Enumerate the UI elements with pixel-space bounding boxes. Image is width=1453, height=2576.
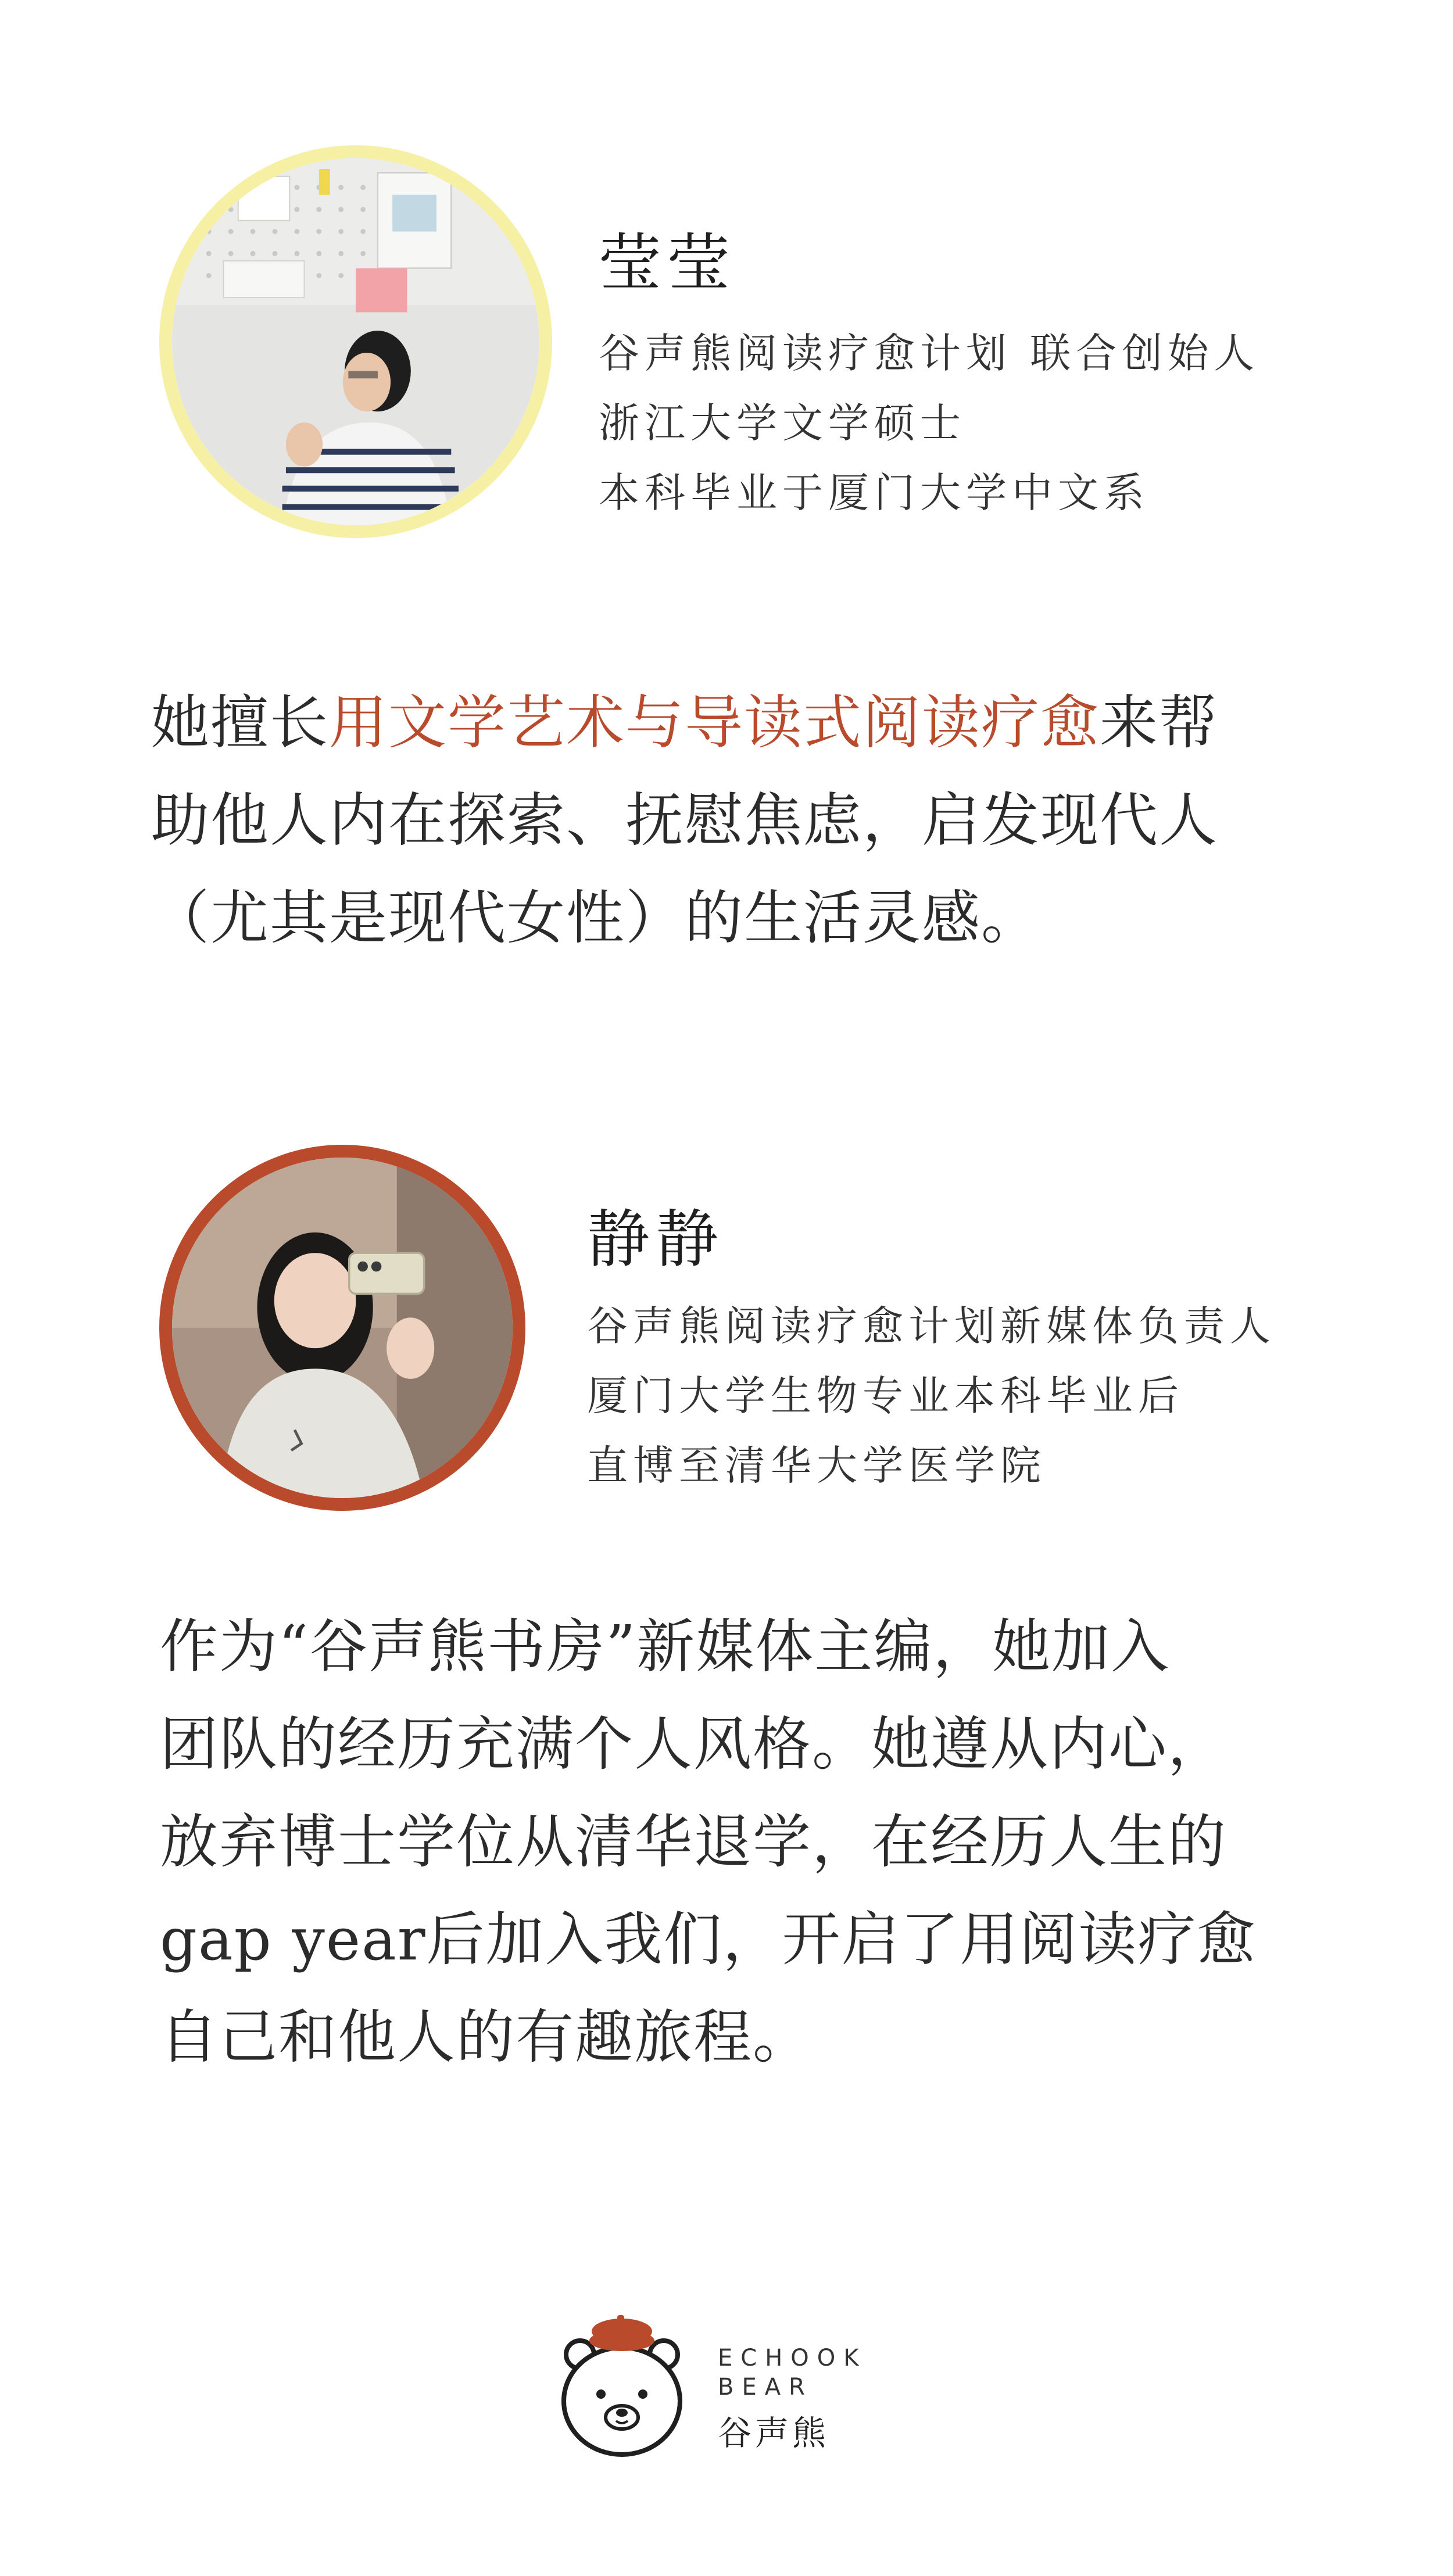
bio-highlight: 用文学艺术与导读式阅读疗愈	[329, 689, 1100, 757]
bear-logo-icon	[552, 2313, 692, 2464]
profile-2-bio	[160, 1598, 1257, 2086]
bio-1-line-3: （尤其是现代女性）的生活灵感。	[151, 884, 1040, 952]
avatar-yingying	[159, 145, 552, 538]
bio-text: 来帮	[1100, 689, 1218, 757]
avatar-photo	[172, 158, 539, 525]
profile-2-info	[587, 1291, 1276, 1500]
profile-2-role: 谷声熊阅读疗愈计划新媒体负责人	[587, 1302, 1276, 1350]
brand-name-en-line-1: ECHOOK	[718, 2345, 867, 2371]
profile-1-name: 莹莹	[599, 227, 736, 300]
profile-1-info	[599, 318, 1259, 528]
bio-2-line-2: 团队的经历充满个人风格。她遵从内心，	[160, 1710, 1227, 1778]
profile-1-role: 谷声熊阅读疗愈计划 联合创始人	[599, 329, 1260, 377]
profile-2-name: 静静	[587, 1203, 725, 1276]
bio-2-line-3: 放弃博士学位从清华退学，在经历人生的	[160, 1808, 1227, 1876]
brand-name-en-line-2: BEAR	[718, 2374, 813, 2401]
bio-1-line-2: 助他人内在探索、抚慰焦虑，启发现代人	[151, 786, 1218, 854]
bio-text: 她擅长	[151, 689, 329, 757]
bio-2-line-4: gap year后加入我们，开启了用阅读疗愈	[160, 1905, 1257, 1973]
bio-2-line-5: 自己和他人的有趣旅程。	[160, 2003, 812, 2071]
profile-1-bio	[151, 674, 1218, 967]
avatar-jingjing	[159, 1145, 525, 1511]
brand-name-cn: 谷声熊	[718, 2413, 830, 2453]
bio-1-line-1	[151, 674, 1218, 772]
profile-1-degree: 浙江大学文学硕士	[599, 399, 966, 447]
profile-2-phd: 直博至清华大学医学院	[587, 1442, 1046, 1489]
profile-2-undergrad: 厦门大学生物专业本科毕业后	[587, 1372, 1184, 1420]
bio-2-line-1: 作为“谷声熊书房”新媒体主编，她加入	[160, 1613, 1171, 1681]
profile-1-undergrad: 本科毕业于厦门大学中文系	[599, 469, 1150, 517]
avatar-photo	[172, 1158, 513, 1498]
